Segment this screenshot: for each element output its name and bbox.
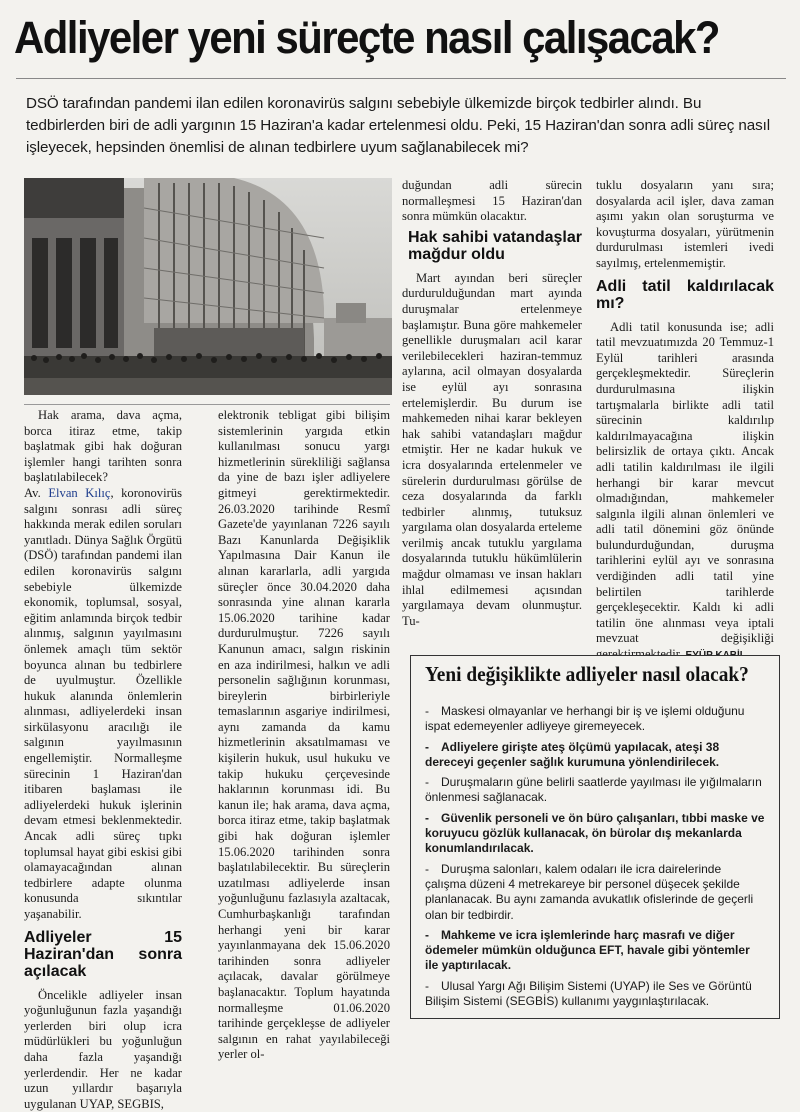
info-box-item xyxy=(425,704,765,735)
bullet-dash: - xyxy=(425,704,429,718)
column-1-paragraph-1: Hak arama, dava açma, borca itiraz etme, takip başlatmak gibi hak doğuran işlemler hangi tarihten sonra başlatılabilecek? xyxy=(24,408,182,485)
column-2-paragraph-1: elektronik tebligat gibi bilişim sistemlerinin yargıda etkin kullanılması sonucu yargı hizmetlerinin sürekliliği sağlansa da yine de bazı işler adliyelere gitmeyi gerektirmektedir. 26.03.2020 tarihinde Resmî Gazete'de yayınlanan 7226 sayılı Bazı Kanunlarda Değişiklik Yapılmasına Dair Kanun ile alınan kararlarla, adli yargıda süreçler önce 30.04.2020 daha sonrasında yine alınan kararla 15.06.2020 tarihine kadar durdurulmuştur. 7226 sayılı Kanunun amacı, salgın riskinin en aza indirilmesi, halkın ve adli personelin sağlığının korunması, bireylerin birbirleriyle temaslarının asgariye indirilmesi, aynı zamanda da kamu hizmetlerinin aksatılmaması ve kişilerin hukuk, usul hukuku ve takip hukuku çerçevesinde haklarının korunması idi. Bu kanun ile; hak arama, dava açma, borca itiraz etme, takip başlatmak gibi hak doğuran işlemler 15.06.2020 tarihinden sonra başlatılabilecektir. Bu süreçlerin uzatılması adliyelerde insan yoğunluğunu fazlasıyla azaltacak, Cumhurbaşkanlığı tarafından herhangi yeni bir karar yayınlanmayana dek 15.06.2020 tarihinden sonra adliyeler açılacak, davalar görülmeye başlanacaktır. Toplum hayatında normalleşme 01.06.2020 tarihinde gerçekleşse de adliyeler salgının en rahat yayılabileceği yerler ol- xyxy=(218,408,390,1062)
info-box-item-text: Mahkeme ve icra işlemlerinde harç masrafı ve diğer ödemeler mümkün olduğunca EFT, havale gibi yöntemler ile yaptırılacak. xyxy=(425,927,750,973)
bullet-dash: - xyxy=(425,861,429,876)
info-box-item-text: Duruşmaların güne belirli saatlerde yayılması ile yığılmaların önlenmesi sağlanacak. xyxy=(425,775,762,805)
column-4-paragraph-2-text: Adli tatil konusunda ise; adli tatil mevzuatımızda 20 Temmuz-1 Eylül tarihleri arasında gerçekleşmektedir. Süreçlerin durdurulmasına ilişkin tartışmalarla birlikte adli tatil sürecinin kaldırılıp kaldırılmayacağına ilişkin belirsizlik de ortaya çıktı. Ancak adli tatilin kaldırılması ile ilgili herhangi bir karar mevcut olmadığından, mahkemeler salgınla ilgili alınan önlemleri ve adli tatil dönemini göz önünde bulundurduğundan, duruşma tarihlerini eylül ayı ve sonrasına verdiğinden adli tatil yine belirtilen tarihlerde gerçekleşecektir. Kaldı ki adli tatilin öne alınması veya iptali mevzuat değişikliği xyxy=(596,319,774,646)
column-1-paragraph-2 xyxy=(24,486,182,923)
article-column-2 xyxy=(218,408,390,1063)
bullet-dash: - xyxy=(425,978,429,993)
info-box-item-text: Duruşma salonları, kalem odaları ile icra dairelerinde çalışma düzeni 4 metrekareye bir personel düşecek şekilde planlanacak. Bu aynı zamanda avukatlık ofislerinde de geçerli olan bir tedbirdir. xyxy=(425,861,754,922)
info-box-item xyxy=(425,928,765,974)
author-name: Elvan Kılıç xyxy=(48,485,111,500)
bullet-dash: - xyxy=(425,739,429,754)
info-box-title: Yeni değişiklikte adliyeler nasıl olacak? xyxy=(425,662,749,686)
column-3-subheading: Hak sahibi vatandaşlar mağdur oldu xyxy=(408,228,582,263)
column-3-paragraph-2: Mart ayından beri süreçler durdurulduğundan mart ayında duruşmalar ertelenmeye başlamıştır. Buna göre mahkemeler genellikle duruşmaları acil karar verilebilecekleri haziran-temmuz aylarına, acil olmayan dosyalarda ise eylül ayı sonrasına ertelemişlerdir. Bu durum ise mahkemeden nihai karar bekleyen hak sahibi vatandaşları mağdur etmiştir. Her ne kadar hukuk ve icra dosyalarında ertelenmeler ve sürelerin durdurulması görülse de ceza dosyalarında da farklı tedbirler alınmış, tutuksuz yargılama olan dosyalarda erteleme verilmiş ancak tutuklu yargılama dosyalarında tutuklu hükümlülerin mağdur olmaması ve insan hakları ihlal edilmemesi açısından yargılamaya devam olunmuştur. Tu- xyxy=(402,270,582,628)
column-4-paragraph-1: tuklu dosyaların yanı sıra; dosyalarda acil işler, dava zaman aşımı yakın olan soruşturma ve kovuşturma dosyaları, yürütmenin durdurulması istemleri ivedi sayılmış, ertelenmemiştir. xyxy=(596,178,774,270)
bullet-dash: - xyxy=(425,775,429,790)
column-4-paragraph-2 xyxy=(596,320,774,664)
info-box xyxy=(410,655,780,1019)
column-1-paragraph-2-text: , koronovirüs salgını sonrası adli süreç hakkında merak edilen soruları yanıtladı. Dünya Sağlık Örgütü (DSÖ) tarafından pandemi ilan edilen koronavirüs salgını sebebiyle ülkemizde ekonomik, toplumsal, sosyal, eğitim anlamında birçok tedbir alınmış, salgının yayılmasını önlemek amaçlı tüm sektör boyunca alınan bu tedbirlere de uyulmuştur. Özellikle hukuk alanında önlemlerin alınması, adliyelerdeki insan sirkülasyonu aracılığı ile salgının yayılmasının engellemiştir. Normalleşme sürecinin 1 Haziran'dan itibaren başlaması ile adliyelerdeki hukuk işlerinin devam etmesi beklenmektedir. Ancak adli süreç tıpkı toplumsal hayat gibi eskisi gibi olamayacağından alınan tedbirlere adapte olunma konusunda sıkıntılar yaşanabilir. xyxy=(24,485,182,921)
bullet-dash: - xyxy=(425,810,429,825)
info-box-item-text: Ulusal Yargı Ağı Bilişim Sistemi (UYAP) ile Ses ve Görüntü Bilişim Sistemi (SEGBİS) kullanımı yaygınlaştırılacak. xyxy=(425,978,752,1009)
info-box-item xyxy=(425,811,765,857)
info-box-item xyxy=(425,979,765,1010)
column-4-subheading: Adli tatil kaldırılacak mı? xyxy=(596,277,774,312)
info-box-item-text: Adliyelere girişte ateş ölçümü yapılacak, ateşi 38 dereceyi geçenler sağlık kurumuna yönlendirilecek. xyxy=(425,739,720,769)
article-column-3 xyxy=(402,178,582,629)
info-box-item-text: Maskesi olmayanlar ve herhangi bir iş ve işlemi olduğunu ispat edemeyenler adliyeye giremeyecek. xyxy=(425,704,745,734)
author-prefix: Av. xyxy=(24,485,49,500)
bullet-dash: - xyxy=(425,927,429,942)
info-box-item xyxy=(425,740,765,771)
info-box-list xyxy=(425,704,765,1014)
info-box-item-text: Güvenlik personeli ve ön büro çalışanları, tıbbi maske ve koruyucu gözlük kullanacak, ön bürolar dış mekanlarda konumlandırılacak. xyxy=(425,810,765,856)
courthouse-photo xyxy=(24,178,392,395)
headline: Adliyeler yeni süreçte nasıl çalışacak? xyxy=(14,12,719,63)
article-column-1 xyxy=(24,408,182,1112)
article-column-4 xyxy=(596,178,774,664)
photo-divider xyxy=(24,404,390,405)
headline-rule xyxy=(16,78,786,79)
column-1-subheading: Adliyeler 15 Haziran'dan sonra açılacak xyxy=(24,928,182,980)
column-3-paragraph-1: duğundan adli sürecin normalleşmesi 15 Haziran'dan sonra mümkün olacaktır. xyxy=(402,178,582,224)
info-box-item xyxy=(425,862,765,923)
courthouse-illustration xyxy=(24,178,392,395)
info-box-item xyxy=(425,775,765,806)
column-1-paragraph-3: Öncelikle adliyeler insan yoğunluğunun fazla yaşandığı yerlerden biri olup icra müdürlükleri bu yoğunluğun daha fazla yaşandığı yerlerdendir. Her ne kadar uzun yıllardır başarıyla uygulanan UYAP, SEGBIS, xyxy=(24,987,182,1111)
lead-paragraph: DSÖ tarafından pandemi ilan edilen koronavirüs salgını sebebiyle ülkemizde birçok tedbirler alındı. Bu tedbirlerden biri de adli yargının 15 Haziran'a kadar ertelenmesi oldu. Peki, 15 Haziran'dan sonra adli süreç nasıl işleyecek, hepsinden önemlisi de alınan tedbirlere uyum sağlanabilecek mi? xyxy=(26,95,770,156)
